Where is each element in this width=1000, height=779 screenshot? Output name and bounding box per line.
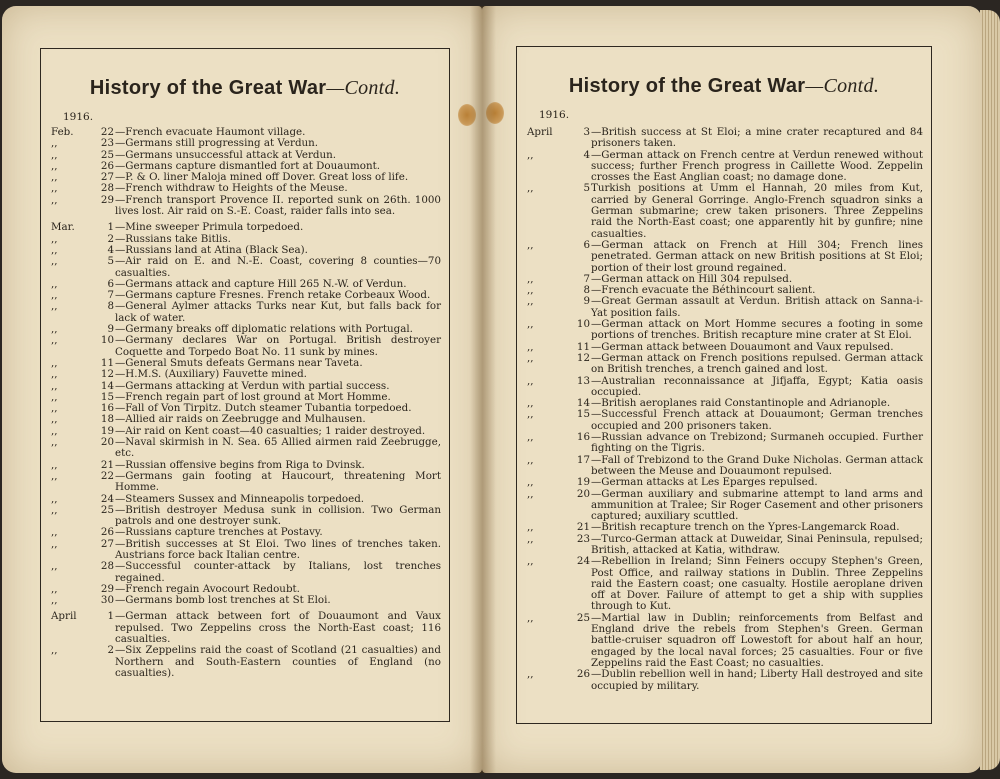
left-page-frame — [40, 48, 450, 722]
entry-month: ,, — [51, 182, 58, 195]
entry-day: 10 — [576, 318, 590, 331]
entry-day: 25 — [576, 611, 590, 624]
entry-month: ,, — [51, 159, 58, 172]
list-item — [51, 437, 441, 460]
entry-month: ,, — [527, 318, 534, 331]
entry-text: —Successful counter-attack by Italians, lost trenches regained. — [115, 560, 441, 584]
entry-text: —Air raid on E. and N.-E. Coast, covering 8 counties—70 casualties. — [115, 255, 441, 279]
entry-month: ,, — [527, 408, 534, 421]
entry-month: ,, — [51, 526, 58, 539]
entry-day: 12 — [576, 351, 590, 364]
entry-month: ,, — [51, 356, 58, 369]
entry-month: ,, — [527, 487, 534, 500]
entry-text: —Russians take Bitlis. — [115, 232, 231, 245]
list-item — [51, 369, 441, 380]
list-item — [527, 296, 923, 319]
entry-text: —German attack on Hill 304 repulsed. — [591, 272, 793, 285]
entry-day: 29 — [100, 582, 114, 595]
list-item — [527, 409, 923, 432]
entry-day: 1 — [107, 221, 114, 234]
entry-text: —German attack between Douaumont and Vaux repulsed. — [591, 340, 894, 353]
entry-month: ,, — [51, 334, 58, 347]
entry-month: ,, — [527, 238, 534, 251]
right-page-title: History of the Great War—Contd. — [568, 75, 880, 97]
entry-month: ,, — [51, 537, 58, 550]
entry-text: —British destroyer Medusa sunk in collision. Two German patrols and one destroyer sunk. — [115, 503, 441, 528]
entry-text: —Germans capture Fresnes. French retake Corbeaux Wood. — [115, 289, 431, 302]
entry-text: —Turco-German attack at Duweidar, Sinai Peninsula, repulsed; British, attacked at Katia, withdraw. — [591, 532, 923, 556]
entry-month: ,, — [527, 532, 534, 545]
list-item — [51, 195, 441, 218]
entry-text: —Germans still progressing at Verdun. — [115, 137, 319, 150]
entry-month: ,, — [527, 351, 534, 364]
list-item — [51, 645, 441, 679]
list-item — [527, 127, 923, 150]
entry-day: 13 — [576, 374, 590, 387]
right-page-year: 1916. — [539, 109, 570, 121]
entry-day: 5 — [583, 182, 590, 195]
entry-day: 11 — [100, 356, 114, 369]
entry-text: —Great German assault at Verdun. British attack on Sanna-i-Yat position fails. — [591, 295, 923, 319]
entry-day: 27 — [100, 537, 114, 550]
right-page — [482, 6, 982, 773]
entry-day: 23 — [100, 137, 114, 150]
entry-day: 24 — [576, 555, 590, 568]
list-item — [51, 561, 441, 584]
entry-day: 6 — [107, 277, 114, 290]
entry-day: 20 — [100, 436, 114, 449]
entry-month: ,, — [527, 272, 534, 285]
list-item — [527, 376, 923, 399]
entry-month: ,, — [527, 148, 534, 161]
entry-month: ,, — [51, 323, 58, 336]
entry-day: 8 — [107, 300, 114, 313]
entry-month: April — [51, 610, 77, 623]
entry-text: —Fall of Von Tirpitz. Dutch steamer Tubantia torpedoed. — [115, 402, 412, 415]
list-item — [51, 256, 441, 279]
entry-month: ,, — [51, 300, 58, 313]
entry-day: 10 — [100, 334, 114, 347]
entry-text: —German attack between fort of Douaumont and Vaux repulsed. Two Zeppelins cross the North-East coast; 116 casualties. — [115, 610, 441, 646]
entry-month: ,, — [527, 555, 534, 568]
entry-text: —British successes at St Eloi. Two lines of trenches taken. Austrians force back Italian centre. — [115, 537, 441, 561]
list-item — [527, 455, 923, 478]
entry-text: —French regain part of lost ground at Mort Homme. — [115, 390, 391, 403]
entry-day: 28 — [100, 182, 114, 195]
entry-day: 2 — [107, 232, 114, 245]
entry-month: ,, — [51, 255, 58, 268]
entry-day: 1 — [107, 610, 114, 623]
right-page-frame — [516, 46, 932, 724]
entry-month: ,, — [51, 137, 58, 150]
entry-month: ,, — [51, 171, 58, 184]
entry-day: 20 — [576, 487, 590, 500]
list-item — [527, 489, 923, 523]
entry-text: —Successful French attack at Douaumont; German trenches occupied and 200 prisoners taken. — [591, 408, 923, 432]
entry-month: ,, — [527, 611, 534, 624]
entry-day: 6 — [583, 238, 590, 251]
entry-month: ,, — [51, 413, 58, 426]
entry-month: ,, — [51, 402, 58, 415]
entry-text: —Russians land at Atina (Black Sea). — [115, 243, 308, 256]
entry-month: ,, — [527, 476, 534, 489]
list-item — [527, 240, 923, 274]
list-item — [527, 613, 923, 669]
entry-text: —Russians capture trenches at Postavy. — [115, 526, 323, 539]
entry-text: —Six Zeppelins raid the coast of Scotland (21 casualties) and Northern and South-Eastern counties of England (no casualties). — [115, 644, 441, 679]
list-item — [527, 353, 923, 376]
entry-month: ,, — [51, 469, 58, 482]
entry-text: —Rebellion in Ireland; Sinn Feiners occupy Stephen's Green, Post Office, and railway stations in Dublin. Three Zeppelins raid the Eastern coast; one casualty. Hostile aeroplane driven off at Dover. Failure of attempt to get a ship with supplies through to Kut. — [591, 555, 923, 613]
entry-day: 14 — [100, 379, 114, 392]
entry-day: 21 — [100, 458, 114, 471]
list-item — [51, 527, 441, 538]
entry-month: ,, — [51, 232, 58, 245]
entry-month: ,, — [51, 379, 58, 392]
entry-day: 3 — [583, 126, 590, 138]
entry-month: ,, — [51, 560, 58, 573]
list-item — [51, 301, 441, 324]
entry-month: ,, — [51, 644, 58, 657]
entry-text: —French withdraw to Heights of the Meuse. — [115, 182, 348, 195]
entry-text: —Dublin rebellion well in hand; Liberty Hall destroyed and site occupied by military. — [591, 668, 923, 692]
entry-day: 21 — [576, 521, 590, 534]
entry-text: —German attack on French centre at Verdun renewed without success; further French progress in Caillette Wood. Zeppelin crosses the East Anglian coast; no damage done. — [591, 148, 923, 184]
left-page-title: History of the Great War—Contd. — [89, 77, 401, 99]
left-page-year: 1916. — [63, 111, 94, 123]
list-item — [51, 222, 441, 233]
entry-month: ,, — [51, 148, 58, 161]
entry-text: —H.M.S. (Auxiliary) Fauvette mined. — [115, 368, 307, 381]
book-gutter — [470, 6, 496, 773]
list-item — [527, 319, 923, 342]
entry-month: ,, — [527, 182, 534, 195]
entry-day: 8 — [583, 284, 590, 297]
entry-day: 26 — [100, 159, 114, 172]
entry-text: —German auxiliary and submarine attempt to land arms and ammunition at Tralee; Sir Roger Casement and other prisoners captured; auxiliary scuttled. — [591, 487, 923, 523]
entry-month: April — [527, 126, 553, 138]
entry-day: 19 — [100, 424, 114, 437]
right-entry-list — [527, 127, 923, 692]
entry-text: —P. & O. liner Maloja mined off Dover. Great loss of life. — [115, 171, 409, 184]
entry-day: 9 — [107, 323, 114, 336]
entry-day: 26 — [576, 668, 590, 681]
entry-month: ,, — [51, 436, 58, 449]
entry-day: 9 — [583, 295, 590, 308]
entry-text: —Air raid on Kent coast—40 casualties; 1 raider destroyed. — [115, 424, 426, 437]
left-page — [2, 6, 482, 773]
list-item — [51, 471, 441, 494]
entry-day: 7 — [107, 289, 114, 302]
entry-day: 15 — [100, 390, 114, 403]
entry-text: —British success at St Eloi; a mine crater recaptured and 84 prisoners taken. — [591, 126, 923, 150]
entry-text: —French evacuate Haumont village. — [115, 126, 306, 138]
entry-day: 4 — [107, 243, 114, 256]
entry-month: Mar. — [51, 221, 75, 234]
list-item — [51, 335, 441, 358]
entry-month: ,, — [51, 503, 58, 516]
list-item — [51, 505, 441, 528]
entry-day: 16 — [100, 402, 114, 415]
entry-day: 23 — [576, 532, 590, 545]
entry-day: 15 — [576, 408, 590, 421]
entry-month: ,, — [527, 295, 534, 308]
entry-month: ,, — [51, 424, 58, 437]
entry-day: 27 — [100, 171, 114, 184]
list-item — [51, 595, 441, 606]
entry-text: —Fall of Trebizond to the Grand Duke Nicholas. German attack between the Meuse and Douaumont repulsed. — [591, 453, 923, 477]
entry-text: —French regain Avocourt Redoubt. — [115, 582, 300, 595]
entry-text: —German attack on Mort Homme secures a footing in some portions of trenches. British recapture mine crater at St Eloi. — [591, 318, 923, 342]
list-item — [527, 669, 923, 692]
entry-text: —British recapture trench on the Ypres-Langemarck Road. — [591, 521, 900, 534]
entry-month: ,, — [51, 368, 58, 381]
entry-text: Turkish positions at Umm el Hannah, 20 miles from Kut, carried by General Gorringe. Anglo-French squadron sinks a German submarine; crew taken prisoners. Three Zeppelins raid the North-East coast; one apparently hit by gunfire; nine casualties. — [591, 182, 923, 240]
entry-day: 19 — [576, 476, 590, 489]
page-edges — [980, 10, 1000, 770]
entry-text: —Russian offensive begins from Riga to Dvinsk. — [115, 458, 365, 471]
entry-day: 5 — [107, 255, 114, 268]
list-item — [527, 556, 923, 612]
entry-month: ,, — [51, 277, 58, 290]
list-item — [527, 432, 923, 455]
entry-month: ,, — [51, 458, 58, 471]
entry-month: ,, — [527, 431, 534, 444]
entry-month: ,, — [527, 340, 534, 353]
entry-text: —Germany breaks off diplomatic relations with Portugal. — [115, 323, 413, 336]
entry-day: 30 — [100, 594, 114, 607]
list-item — [527, 477, 923, 488]
left-entry-list — [51, 127, 441, 679]
entry-text: —Martial law in Dublin; reinforcements from Belfast and England drive the rebels from Stephen's Green. German battle-cruiser squadron off Lowestoft for about half an hour, engaged by the local naval forces; 25 casualties. Four or five Zeppelins raid the East Coast; no casualties. — [591, 611, 923, 669]
entry-text: —Germans gain footing at Haucourt, threatening Mort Homme. — [115, 469, 441, 494]
entry-day: 22 — [100, 126, 114, 138]
entry-month: ,, — [527, 397, 534, 410]
entry-text: —Steamers Sussex and Minneapolis torpedoed. — [115, 492, 365, 505]
entry-text: —Germany declares War on Portugal. British destroyer Coquette and Torpedo Boat No. 11 sunk by mines. — [115, 334, 441, 358]
entry-month: ,, — [51, 582, 58, 595]
entry-text: —German attacks at Les Eparges repulsed. — [591, 476, 818, 489]
entry-day: 18 — [100, 413, 114, 426]
list-item — [527, 150, 923, 184]
entry-day: 28 — [100, 560, 114, 573]
entry-text: —Mine sweeper Primula torpedoed. — [115, 221, 304, 234]
entry-month: ,, — [51, 594, 58, 607]
entry-text: —Germans attacking at Verdun with partial success. — [115, 379, 390, 392]
entry-text: —General Aylmer attacks Turks near Kut, but falls back for lack of water. — [115, 300, 441, 324]
list-item — [527, 522, 923, 533]
entry-day: 14 — [576, 397, 590, 410]
entry-day: 25 — [100, 503, 114, 516]
entry-day: 25 — [100, 148, 114, 161]
entry-text: —General Smuts defeats Germans near Taveta. — [115, 356, 363, 369]
entry-month: ,, — [527, 453, 534, 466]
entry-day: 16 — [576, 431, 590, 444]
entry-day: 26 — [100, 526, 114, 539]
entry-text: —German attack on French positions repulsed. German attack on British trenches, a trench gained and lost. — [591, 351, 923, 376]
entry-text: —French transport Provence II. reported sunk on 26th. 1000 lives lost. Air raid on S.-E. Coast, raider falls into sea. — [115, 193, 441, 218]
entry-day: 29 — [100, 193, 114, 206]
entry-text: —Germans bomb lost trenches at St Eloi. — [115, 594, 331, 607]
entry-text: —French evacuate the Béthincourt salient. — [591, 284, 816, 297]
entry-month: ,, — [51, 289, 58, 302]
entry-month: ,, — [51, 390, 58, 403]
entry-month: ,, — [527, 521, 534, 534]
list-item — [51, 138, 441, 149]
entry-month: Feb. — [51, 126, 74, 138]
entry-text: —Allied air raids on Zeebrugge and Mulhausen. — [115, 413, 366, 426]
entry-text: —British aeroplanes raid Constantinople and Adrianople. — [591, 397, 891, 410]
entry-text: —Germans capture dismantled fort at Douaumont. — [115, 159, 381, 172]
entry-day: 17 — [576, 453, 590, 466]
entry-text: —Australian reconnaissance at Jifjaffa, Egypt; Katia oasis occupied. — [591, 374, 923, 398]
entry-month: ,, — [51, 492, 58, 505]
entry-month: ,, — [527, 284, 534, 297]
entry-day: 2 — [107, 644, 114, 657]
entry-text: —Germans attack and capture Hill 265 N.-W. of Verdun. — [115, 277, 407, 290]
entry-day: 12 — [100, 368, 114, 381]
entry-day: 22 — [100, 469, 114, 482]
entry-day: 4 — [583, 148, 590, 161]
entry-text: —German attack on French at Hill 304; French lines penetrated. German attack on new British positions at St Eloi; portion of their lost ground regained. — [591, 238, 923, 274]
list-item — [51, 611, 441, 645]
entry-day: 11 — [576, 340, 590, 353]
entry-text: —Russian advance on Trebizond; Surmaneh occupied. Further fighting on the Tigris. — [591, 431, 923, 455]
entry-text: —Germans unsuccessful attack at Verdun. — [115, 148, 337, 161]
entry-month: ,, — [51, 193, 58, 206]
entry-day: 7 — [583, 272, 590, 285]
entry-month: ,, — [527, 374, 534, 387]
entry-day: 24 — [100, 492, 114, 505]
entry-month: ,, — [51, 243, 58, 256]
list-item — [527, 183, 923, 239]
entry-text: —Naval skirmish in N. Sea. 65 Allied airmen raid Zeebrugge, etc. — [115, 436, 441, 460]
list-item — [527, 534, 923, 557]
entry-month: ,, — [527, 668, 534, 681]
list-item — [51, 539, 441, 562]
